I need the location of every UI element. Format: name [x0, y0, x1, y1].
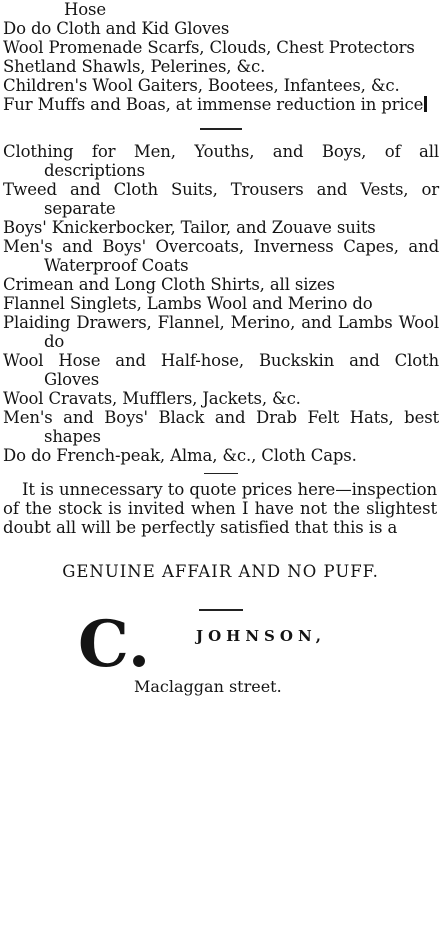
- list-item: Wool Promenade Scarfs, Clouds, Chest Protectors: [3, 38, 415, 57]
- signature-name: JOHNSON,: [196, 627, 326, 645]
- list-item: Do do French-peak, Alma, &c., Cloth Caps.: [3, 446, 357, 465]
- signature-initial: C.: [78, 607, 151, 682]
- list-item: Shetland Shawls, Pelerines, &c.: [3, 57, 266, 76]
- list-item-text: Fur Muffs and Boas, at immense reduction in price: [3, 95, 424, 114]
- list-item: Clothing for Men, Youths, and Boys, of all descriptions: [3, 142, 439, 180]
- list-item: Crimean and Long Cloth Shirts, all sizes: [3, 275, 335, 294]
- list-item: Tweed and Cloth Suits, Trousers and Vests, or separate: [3, 180, 439, 218]
- notice-paragraph: It is unnecessary to quote prices here—inspection of the stock is invited when I have not the slightest doubt all will be perfectly satisfied that this is a: [3, 480, 437, 537]
- goods-list-bottom: [0, 142, 441, 465]
- section-divider: [200, 128, 242, 130]
- list-item: Hose: [64, 0, 106, 19]
- list-item: Wool Hose and Half-hose, Buckskin and Cloth Gloves: [3, 351, 439, 389]
- list-item: Men's and Boys' Black and Drab Felt Hats, best shapes: [3, 408, 439, 446]
- headline: GENUINE AFFAIR AND NO PUFF.: [62, 562, 379, 581]
- section-divider-small: [204, 473, 238, 474]
- list-item: Plaiding Drawers, Flannel, Merino, and Lambs Wool do: [3, 313, 439, 351]
- list-item: Boys' Knickerbocker, Tailor, and Zouave suits: [3, 218, 376, 237]
- list-item: Flannel Singlets, Lambs Wool and Merino do: [3, 294, 373, 313]
- goods-list-top: [0, 0, 441, 114]
- signature-block: [0, 607, 441, 721]
- list-item: Wool Cravats, Mufflers, Jackets, &c.: [3, 389, 301, 408]
- text-cursor-mark: [424, 96, 427, 112]
- list-item: Children's Wool Gaiters, Bootees, Infantees, &c.: [3, 76, 400, 95]
- list-item: Do do Cloth and Kid Gloves: [3, 19, 230, 38]
- list-item: Men's and Boys' Overcoats, Inverness Capes, and Waterproof Coats: [3, 237, 439, 275]
- list-item: [0, 95, 439, 114]
- signature-street: Maclaggan street.: [134, 677, 282, 696]
